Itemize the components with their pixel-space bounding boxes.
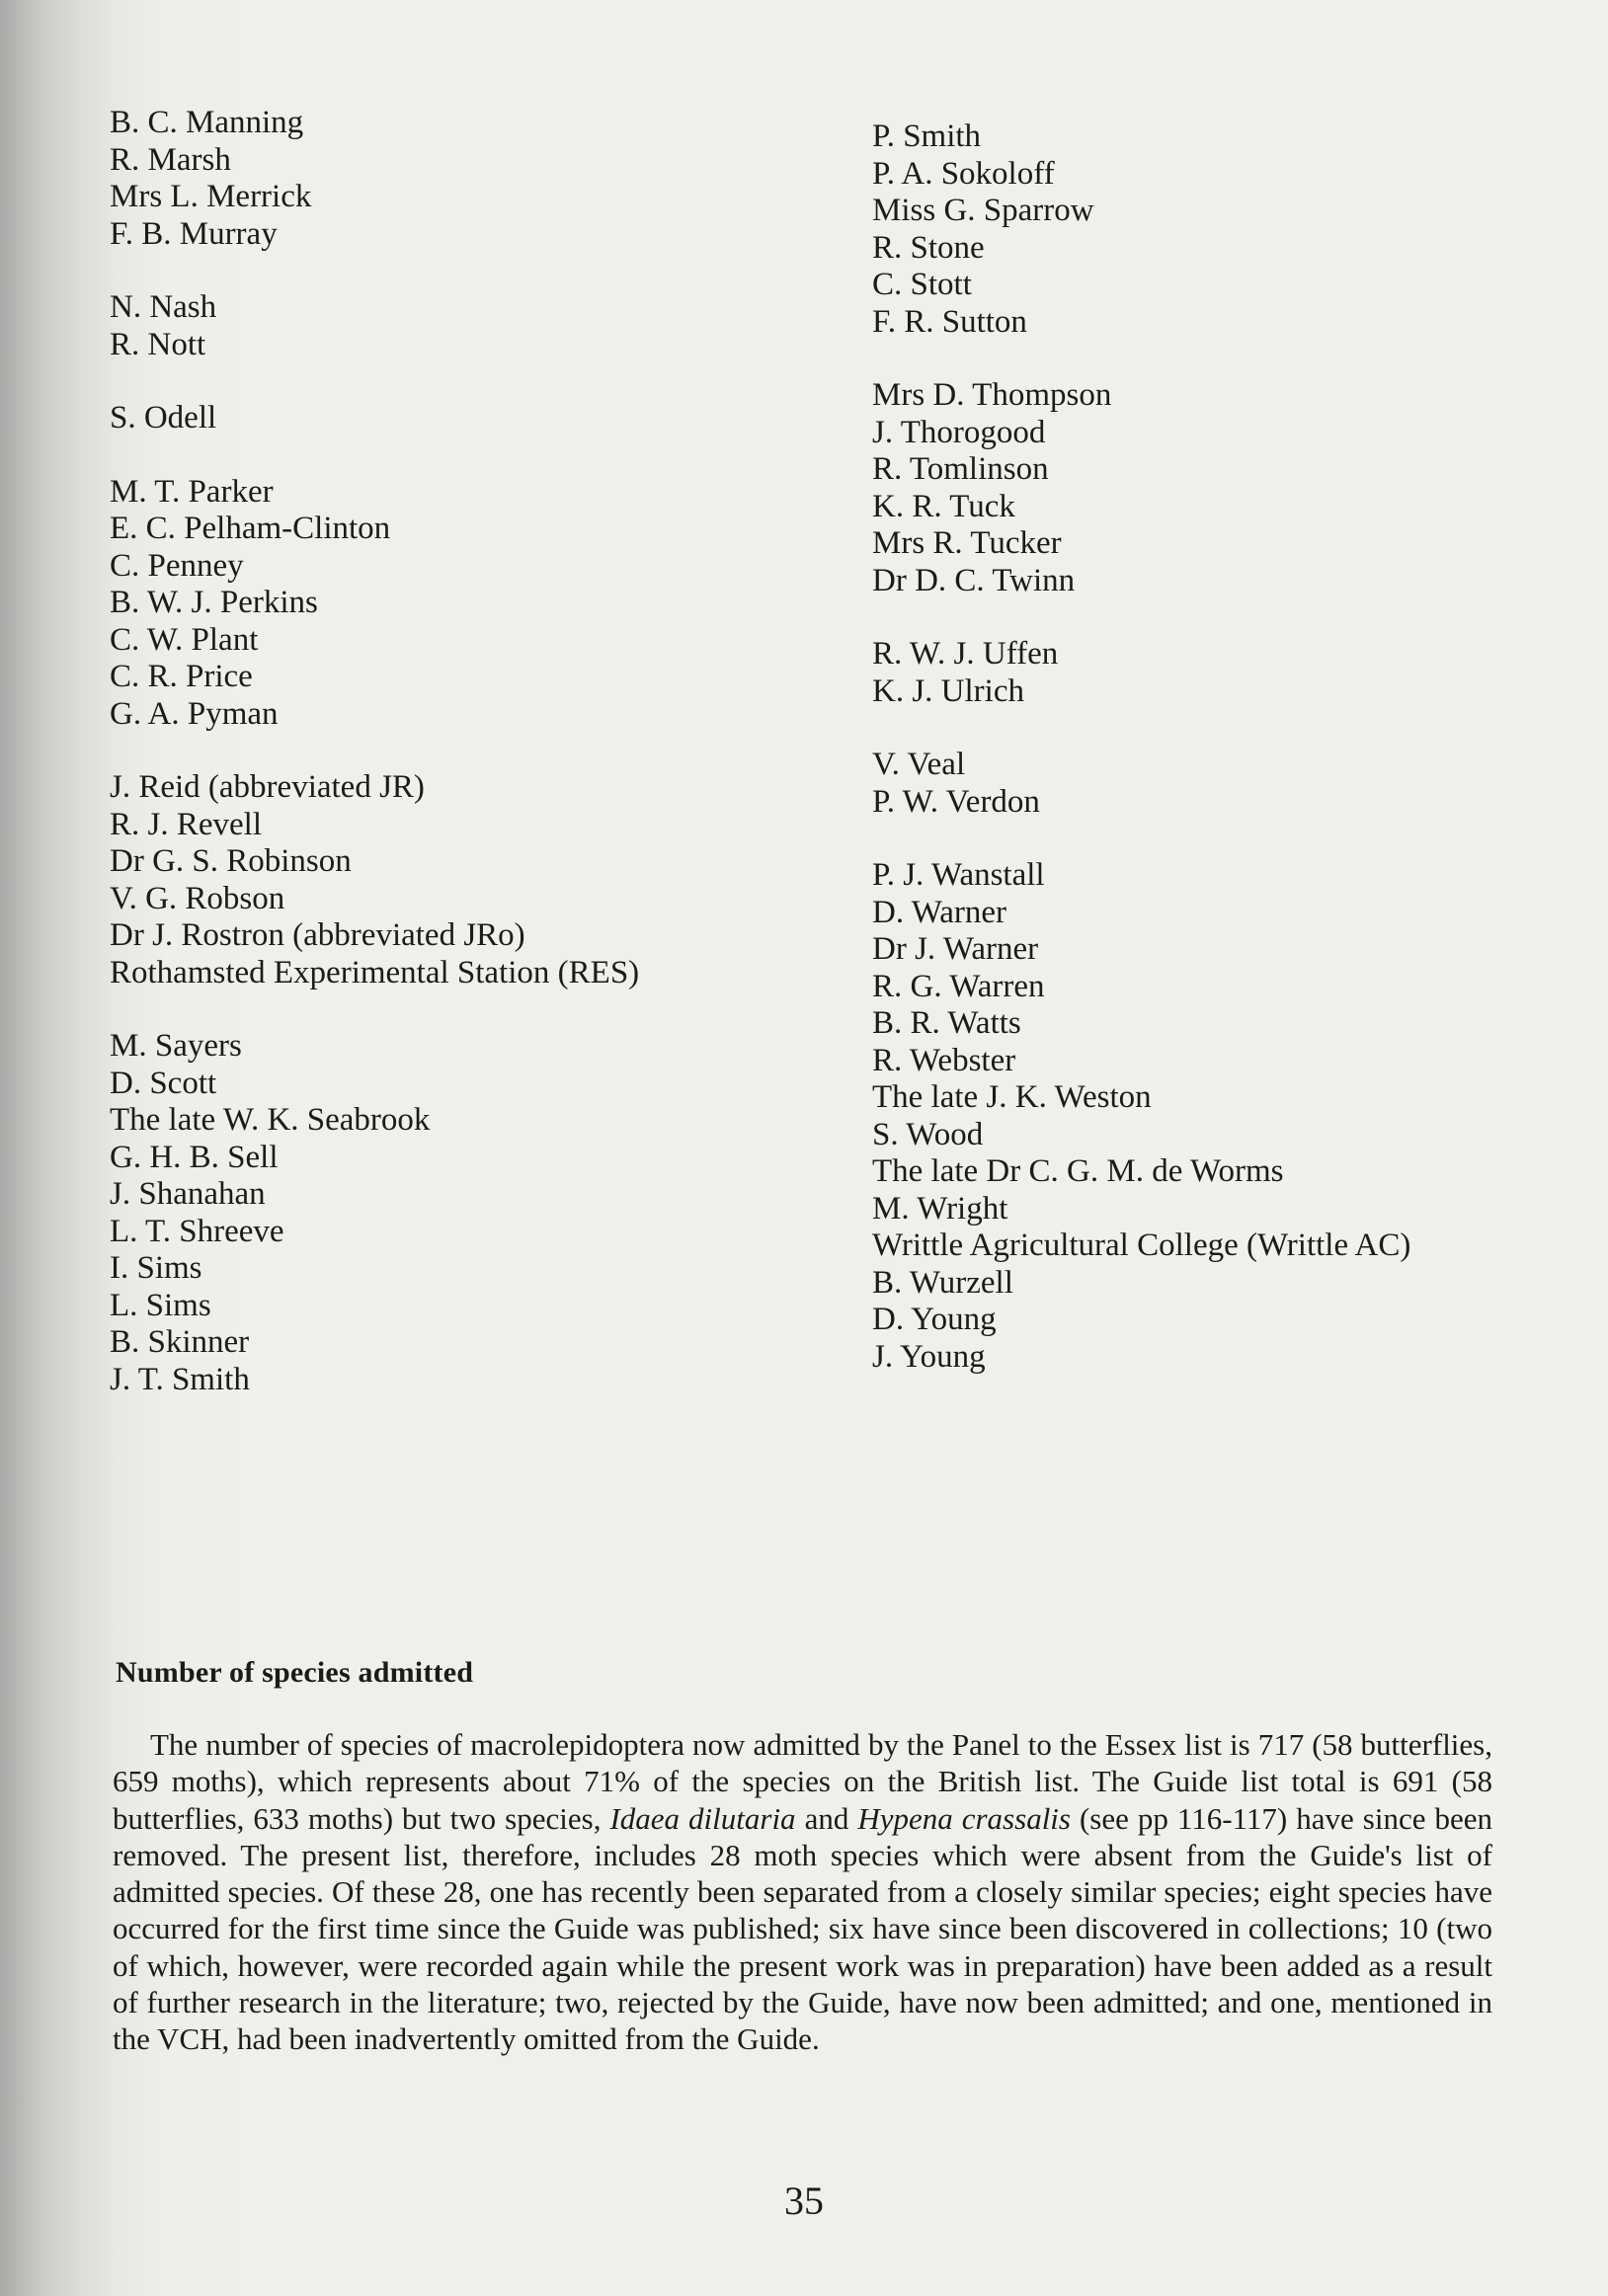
- name-group: [110, 105, 801, 253]
- recorder-name: N. Nash: [110, 289, 217, 325]
- recorder-name: Mrs R. Tucker: [872, 525, 1062, 561]
- species-name-hypena-crassalis: Hypena crassalis: [857, 1800, 1071, 1836]
- recorder-name: C. Stott: [872, 267, 972, 302]
- paragraph-text-part-1: The number of species of macrolepidoptera now admitted by the Panel to the Essex list is 717 (58 butterflies, 659 moths), which represents about 71% of the species on the British list. The Guide list total is 691 (58 butterflies, 633 moths) but two species,: [113, 1727, 1492, 1836]
- section-heading: Number of species admitted: [116, 1656, 474, 1689]
- recorder-name: R. Marsh: [110, 141, 231, 178]
- recorder-name: Writtle Agricultural College (Writtle AC): [872, 1227, 1411, 1263]
- recorder-name: E. C. Pelham-Clinton: [110, 511, 391, 546]
- recorder-name: J. Thorogood: [872, 414, 1046, 450]
- name-group: [110, 1028, 801, 1398]
- recorder-name: P. A. Sokoloff: [872, 155, 1055, 192]
- recorder-name: R. Nott: [110, 326, 206, 362]
- recorder-name: R. Tomlinson: [872, 451, 1049, 487]
- recorder-name: Dr J. Rostron (abbreviated JRo): [110, 917, 525, 953]
- paragraph-text-part-3: (see pp 116-117) have since been removed. The present list, therefore, includes 28 moth species which were absent from the Guide's list of admitted species. Of these 28, one has recently been separated from a closely similar species; eight species have occurred for the first time since the Guide was published; six have since been discovered in collections; 10 (two of which, however, were recorded again while the present work was in preparation) have been added as a result of further research in the literature; two, rejected by the Guide, have now been admitted; and one, mentioned in the VCH, had been inadvertently omitted from the Guide.: [113, 1800, 1492, 2057]
- recorder-name: B. W. J. Perkins: [110, 585, 318, 620]
- recorder-name: Rothamsted Experimental Station (RES): [110, 954, 640, 990]
- recorder-name: R. G. Warren: [872, 968, 1045, 1004]
- recorder-name: R. W. J. Uffen: [872, 636, 1059, 672]
- recorder-name: I. Sims: [110, 1250, 202, 1286]
- name-group: [110, 400, 801, 437]
- recorder-name: L. Sims: [110, 1287, 211, 1323]
- recorder-name: V. G. Robson: [110, 880, 285, 916]
- recorder-name: M. Sayers: [110, 1028, 242, 1064]
- recorders-list-left-column: [110, 105, 801, 1398]
- recorder-name: D. Young: [872, 1302, 997, 1337]
- name-group: [872, 857, 1564, 1376]
- recorder-name: C. Penney: [110, 547, 244, 584]
- recorder-name: L. T. Shreeve: [110, 1213, 284, 1249]
- recorder-name: M. T. Parker: [110, 473, 274, 510]
- name-group: [872, 119, 1564, 341]
- name-group: [110, 474, 801, 734]
- recorder-name: K. J. Ulrich: [872, 673, 1024, 709]
- recorder-name: The late Dr C. G. M. de Worms: [872, 1153, 1284, 1189]
- recorder-name: Mrs L. Merrick: [110, 179, 312, 214]
- recorder-name: V. Veal: [872, 747, 966, 782]
- recorder-name: J. Reid (abbreviated JR): [110, 769, 425, 805]
- name-group: [110, 769, 801, 991]
- recorder-name: K. R. Tuck: [872, 488, 1015, 524]
- section-paragraph: [113, 1726, 1492, 2058]
- recorder-name: S. Wood: [872, 1116, 984, 1152]
- name-group: [872, 636, 1564, 710]
- recorder-name: The late W. K. Seabrook: [110, 1102, 431, 1138]
- recorder-name: D. Scott: [110, 1065, 217, 1101]
- recorder-name: B. R. Watts: [872, 1005, 1021, 1041]
- recorder-name: J. Young: [872, 1338, 986, 1375]
- recorder-name: S. Odell: [110, 400, 217, 435]
- recorder-name: R. Stone: [872, 229, 985, 266]
- paragraph-text-part-2: and: [795, 1800, 858, 1836]
- recorder-name: Mrs D. Thompson: [872, 377, 1112, 413]
- recorder-name: R. Webster: [872, 1042, 1016, 1078]
- name-group: [110, 289, 801, 363]
- recorders-list-right-column: [872, 119, 1564, 1376]
- recorder-name: D. Warner: [872, 894, 1007, 930]
- recorder-name: P. W. Verdon: [872, 783, 1040, 820]
- recorder-name: F. B. Murray: [110, 215, 278, 252]
- name-group: [872, 377, 1564, 599]
- recorder-name: J. Shanahan: [110, 1176, 266, 1212]
- recorder-name: The late J. K. Weston: [872, 1079, 1152, 1115]
- recorder-name: Miss G. Sparrow: [872, 193, 1094, 228]
- name-group: [872, 747, 1564, 821]
- recorder-name: C. R. Price: [110, 659, 253, 694]
- recorder-name: B. Wurzell: [872, 1264, 1013, 1301]
- species-name-idaea-dilutaria: Idaea dilutaria: [609, 1800, 796, 1836]
- recorder-name: R. J. Revell: [110, 806, 262, 842]
- recorder-name: B. Skinner: [110, 1324, 250, 1360]
- recorder-name: Dr G. S. Robinson: [110, 843, 352, 879]
- recorder-name: M. Wright: [872, 1190, 1008, 1227]
- recorder-name: P. Smith: [872, 119, 982, 154]
- recorder-name: F. R. Sutton: [872, 303, 1027, 340]
- recorder-name: C. W. Plant: [110, 621, 259, 658]
- recorder-name: G. H. B. Sell: [110, 1139, 279, 1175]
- page-number: 35: [784, 2178, 824, 2223]
- recorder-name: Dr J. Warner: [872, 931, 1039, 967]
- recorder-name: J. T. Smith: [110, 1361, 250, 1397]
- recorder-name: B. C. Manning: [110, 105, 304, 140]
- recorder-name: G. A. Pyman: [110, 695, 279, 732]
- recorder-name: P. J. Wanstall: [872, 857, 1045, 893]
- recorder-name: Dr D. C. Twinn: [872, 562, 1076, 598]
